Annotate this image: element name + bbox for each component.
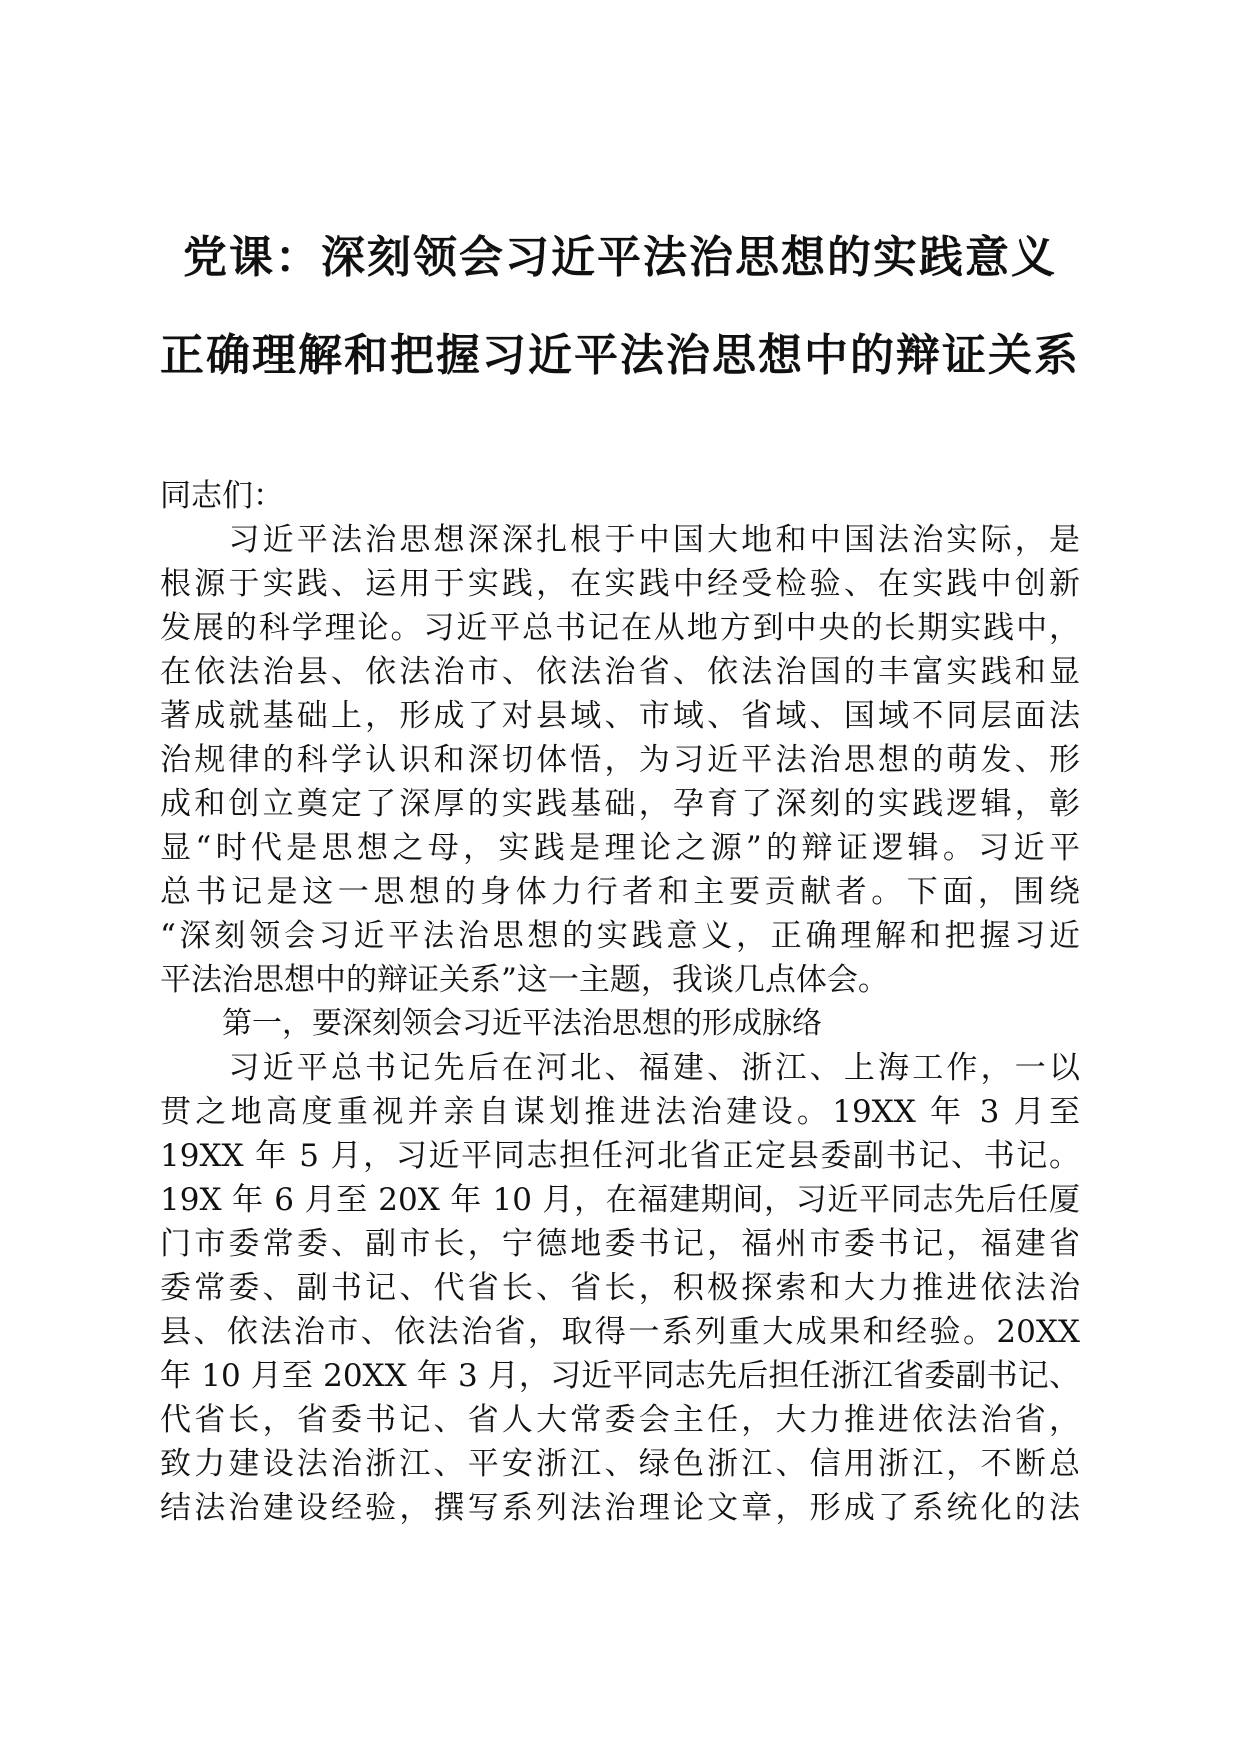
- paragraph-line: 发展的科学理论。习近平总书记在从地方到中央的长期实践中，: [160, 610, 1080, 646]
- paragraph-line: 年 10 月至 20XX 年 3 月，习近平同志先后担任浙江省委副书记、: [160, 1358, 1080, 1394]
- paragraph-line: 19XX 年 5 月，习近平同志担任河北省正定县委副书记、书记。: [160, 1138, 1080, 1174]
- paragraph-line: 门市委常委、副市长，宁德地委书记，福州市委书记，福建省: [160, 1226, 1080, 1262]
- paragraph-line: 成和创立奠定了深厚的实践基础，孕育了深刻的实践逻辑，彰: [160, 786, 1080, 822]
- paragraph-line: 总书记是这一思想的身体力行者和主要贡献者。下面，围绕: [160, 874, 1080, 910]
- section-heading-1: 第一，要深刻领会习近平法治思想的形成脉络: [222, 1006, 822, 1041]
- paragraph-line: 治规律的科学认识和深切体悟，为习近平法治思想的萌发、形: [160, 742, 1080, 778]
- paragraph-line: 贯之地高度重视并亲自谋划推进法治建设。19XX 年 3 月至: [160, 1094, 1080, 1130]
- paragraph-line: 显“时代是思想之母，实践是理论之源”的辩证逻辑。习近平: [160, 830, 1080, 866]
- paragraph-line: 习近平总书记先后在河北、福建、浙江、上海工作，一以: [160, 1050, 1080, 1086]
- paragraph-line: “深刻领会习近平法治思想的实践意义，正确理解和把握习近: [160, 918, 1080, 954]
- paragraph-line: 结法治建设经验，撰写系列法治理论文章，形成了系统化的法: [160, 1490, 1080, 1526]
- document-title: [100, 228, 1140, 386]
- paragraph-line: 习近平法治思想深深扎根于中国大地和中国法治实际，是: [160, 522, 1080, 558]
- paragraph-line: 著成就基础上，形成了对县域、市域、省域、国域不同层面法: [160, 698, 1080, 734]
- paragraph-2: [160, 1046, 1080, 1530]
- paragraph-line: 代省长，省委书记、省人大常委会主任，大力推进依法治省，: [160, 1402, 1080, 1438]
- paragraph-line: 县、依法治市、依法治省，取得一系列重大成果和经验。20XX: [160, 1314, 1080, 1350]
- paragraph-line: 平法治思想中的辩证关系”这一主题，我谈几点体会。: [160, 962, 889, 998]
- paragraph-line: 根源于实践、运用于实践，在实践中经受检验、在实践中创新: [160, 566, 1080, 602]
- title-line-1: 党课：深刻领会习近平法治思想的实践意义: [183, 232, 1057, 283]
- paragraph-line: 致力建设法治浙江、平安浙江、绿色浙江、信用浙江，不断总: [160, 1446, 1080, 1482]
- document-body: [160, 474, 1080, 1530]
- paragraph-line: 委常委、副书记、代省长、省长，积极探索和大力推进依法治: [160, 1270, 1080, 1306]
- paragraph-1: [160, 518, 1080, 1002]
- salutation: 同志们：: [160, 478, 284, 514]
- paragraph-line: 在依法治县、依法治市、依法治省、依法治国的丰富实践和显: [160, 654, 1080, 690]
- title-line-2: 正确理解和把握习近平法治思想中的辩证关系: [160, 330, 1080, 381]
- paragraph-line: 19X 年 6 月至 20X 年 10 月，在福建期间，习近平同志先后任厦: [160, 1182, 1080, 1218]
